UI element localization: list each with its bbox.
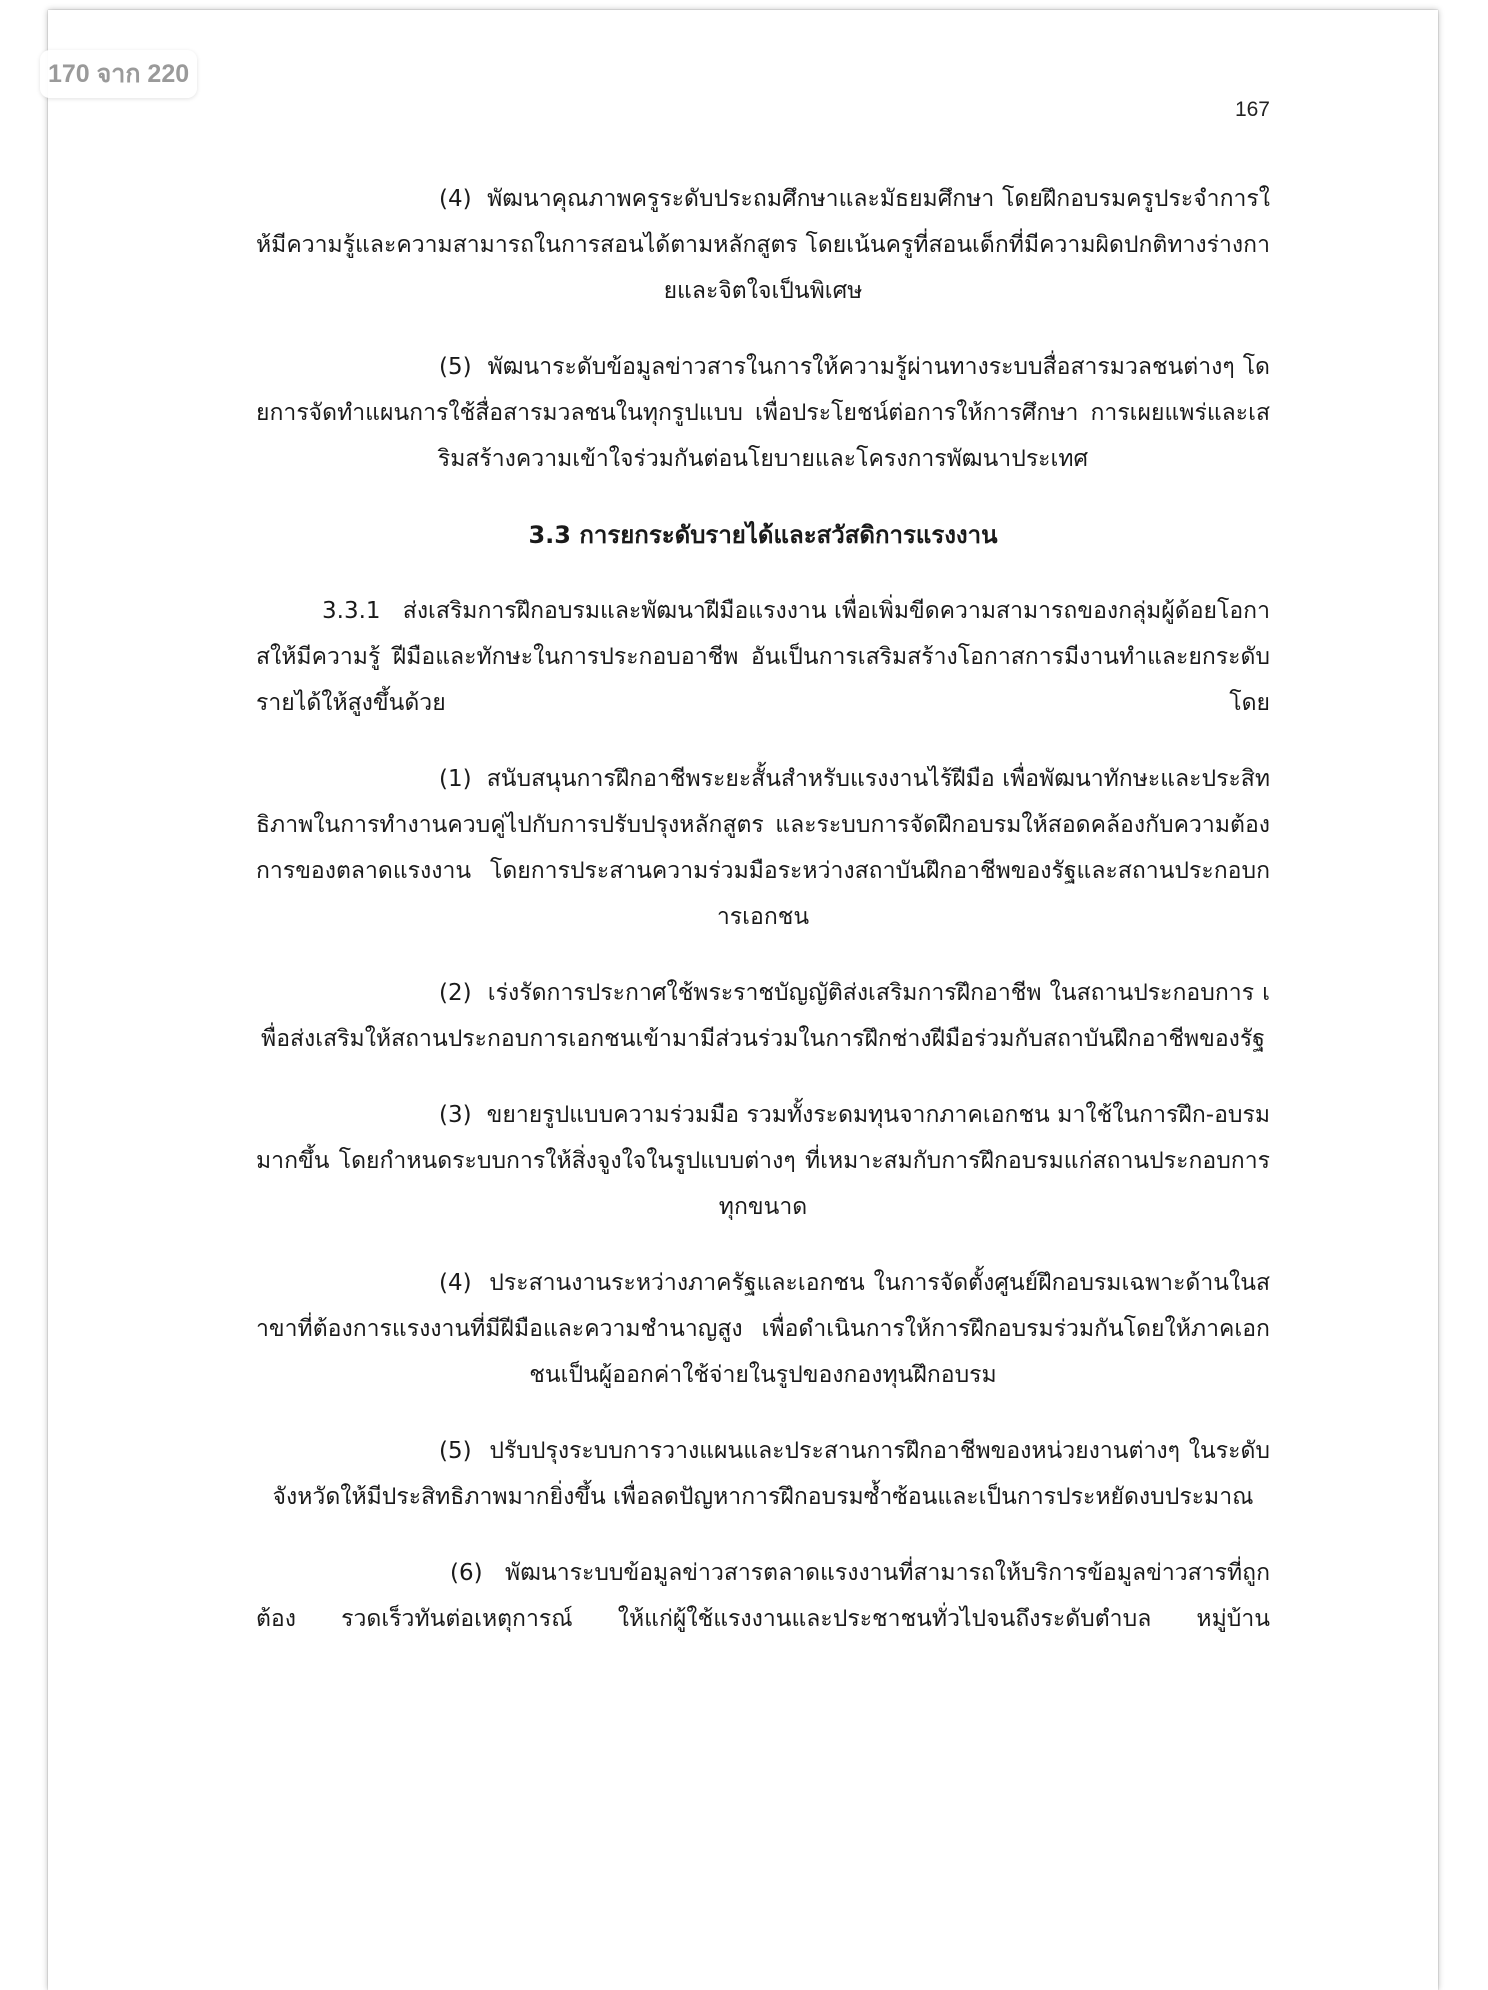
subsection-number: 3.3.1 [322,598,381,624]
item-number: (4) [439,186,472,212]
paragraph-item [256,970,1270,1062]
paragraph-item [256,1260,1270,1398]
paragraph-item [256,344,1270,482]
section-heading: 3.3 การยกระดับรายได้และสวัสดิการแรงงาน [528,521,998,549]
subsection-paragraph [256,588,1270,726]
item-number: (4) [439,1270,472,1296]
paragraph-item [256,176,1270,314]
item-number: (3) [439,1102,472,1128]
item-number: (1) [439,766,472,792]
item-number: (2) [439,980,472,1006]
item-text: ปรับปรุงระบบการวางแผนและประสานการฝึกอาชีพของหน่วยงานต่างๆ ในระดับจังหวัดให้มีประสิทธิภาพมากยิ่งขึ้น เพื่อลดปัญหาการฝึกอบรมซ้ำซ้อนและเป็นการประหยัดงบประมาณ [272,1438,1271,1510]
item-text: พัฒนาคุณภาพครูระดับประถมศึกษาและมัธยมศึกษา โดยฝึกอบรมครูประจำการให้มีความรู้และความสามารถในการสอนได้ตามหลักสูตร โดยเน้นครูที่สอนเด็กที่มีความผิดปกติทางร่างกายและจิตใจเป็นพิเศษ [256,186,1270,304]
page-indicator [40,50,197,98]
item-number: (6) [450,1560,483,1586]
item-number: (5) [439,1438,472,1464]
paragraph-item [256,756,1270,940]
page-number: 167 [1234,98,1270,121]
item-text: สนับสนุนการฝึกอาชีพระยะสั้นสำหรับแรงงานไร้ฝีมือ เพื่อพัฒนาทักษะและประสิทธิภาพในการทำงานควบคู่ไปกับการปรับปรุงหลักสูตร และระบบการจัดฝึกอบรมให้สอดคล้องกับความต้องการของตลาดแรงงาน โดยการประสานความร่วมมือระหว่างสถาบันฝึกอาชีพของรัฐและสถานประกอบการเอกชน [256,766,1270,930]
item-text: พัฒนาระบบข้อมูลข่าวสารตลาดแรงงานที่สามารถให้บริการข้อมูลข่าวสารที่ถูกต้อง รวดเร็วทันต่อเหตุการณ์ ให้แก่ผู้ใช้แรงงานและประชาชนทั่วไปจนถึงระดับตำบล หมู่บ้าน [256,1560,1270,1632]
item-number: (5) [439,354,472,380]
page-indicator-label: 170 จาก 220 [48,60,190,88]
page-content [256,176,1270,1672]
item-text: พัฒนาระดับข้อมูลข่าวสารในการให้ความรู้ผ่านทางระบบสื่อสารมวลชนต่างๆ โดยการจัดทำแผนการใช้สื่อสารมวลชนในทุกรูปแบบ เพื่อประโยชน์ต่อการให้การศึกษา การเผยแพร่และเสริมสร้างความเข้าใจร่วมกันต่อนโยบายและโครงการพัฒนาประเทศ [256,354,1270,472]
item-text: ขยายรูปแบบความร่วมมือ รวมทั้งระดมทุนจากภาคเอกชน มาใช้ในการฝึก-อบรมมากขึ้น โดยกำหนดระบบการให้สิ่งจูงใจในรูปแบบต่างๆ ที่เหมาะสมกับการฝึกอบรมแก่สถานประกอบการทุกขนาด [256,1102,1271,1220]
subsection-text: ส่งเสริมการฝึกอบรมและพัฒนาฝีมือแรงงาน เพื่อเพิ่มขีดความสามารถของกลุ่มผู้ด้อยโอกาสให้มีความรู้ ฝีมือและทักษะในการประกอบอาชีพ อันเป็นการเสริมสร้างโอกาสการมีงานทำและยกระดับรายได้ให้สูงขึ้นด้วย โดย [256,598,1270,716]
paragraph-item [256,1092,1270,1230]
item-text: ประสานงานระหว่างภาครัฐและเอกชน ในการจัดตั้งศูนย์ฝึกอบรมเฉพาะด้านในสาขาที่ต้องการแรงงานที่มีฝีมือและความชำนาญสูง เพื่อดำเนินการให้การฝึกอบรมร่วมกันโดยให้ภาคเอกชนเป็นผู้ออกค่าใช้จ่ายในรูปของกองทุนฝึกอบรม [256,1270,1270,1388]
paragraph-item [256,1428,1270,1520]
paragraph-item [256,1550,1270,1642]
item-text: เร่งรัดการประกาศใช้พระราชบัญญัติส่งเสริมการฝึกอาชีพ ในสถานประกอบการ เพื่อส่งเสริมให้สถานประกอบการเอกชนเข้ามามีส่วนร่วมในการฝึกช่างฝีมือร่วมกับสถาบันฝึกอาชีพของรัฐ [261,980,1270,1052]
